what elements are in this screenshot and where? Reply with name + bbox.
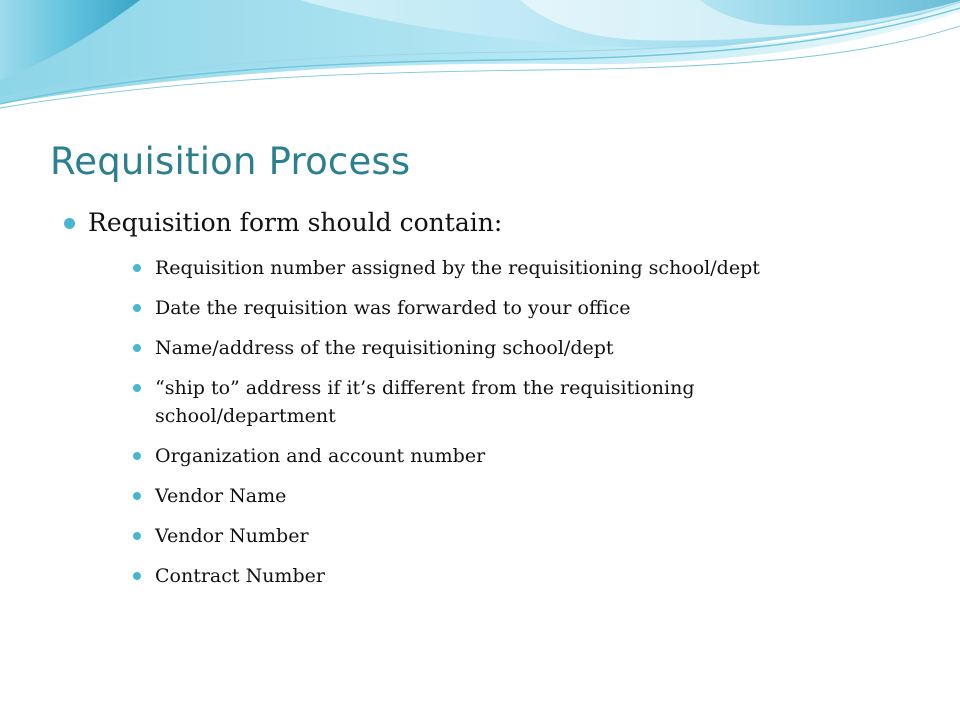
bullet-dot-icon — [133, 572, 141, 580]
list-item — [64, 562, 815, 590]
list-item — [64, 374, 815, 430]
bullet-dot-icon — [133, 384, 141, 392]
list-item-text: Vendor Number — [155, 525, 309, 547]
list-item-text: Date the requisition was forwarded to your office — [155, 297, 631, 319]
bullet-dot-icon — [64, 218, 75, 229]
slide-title: Requisition Process — [50, 140, 411, 183]
list-item-text: Organization and account number — [155, 445, 486, 467]
list-item — [64, 442, 815, 470]
bullet-dot-icon — [133, 304, 141, 312]
list-item — [64, 334, 815, 362]
list-item — [64, 522, 815, 550]
slide-content — [64, 206, 924, 602]
list-item-text: Name/address of the requisitioning school/dept — [155, 337, 614, 359]
sub-bullet-list — [64, 254, 924, 590]
list-item-text: “ship to” address if it’s different from the requisitioning school/department — [155, 377, 695, 427]
list-item-text: Vendor Name — [155, 485, 287, 507]
list-item-text: Requisition number assigned by the requisitioning school/dept — [155, 257, 760, 279]
list-item — [64, 294, 815, 322]
bullet-dot-icon — [133, 532, 141, 540]
list-item-text: Contract Number — [155, 565, 325, 587]
bullet-dot-icon — [133, 492, 141, 500]
bullet-dot-icon — [133, 264, 141, 272]
list-item — [64, 254, 815, 282]
bullet-dot-icon — [133, 344, 141, 352]
list-item — [64, 482, 815, 510]
bullet-dot-icon — [133, 452, 141, 460]
main-bullet-text: Requisition form should contain: — [88, 208, 503, 237]
main-bullet — [64, 206, 924, 240]
header-wave-decoration — [0, 0, 960, 120]
